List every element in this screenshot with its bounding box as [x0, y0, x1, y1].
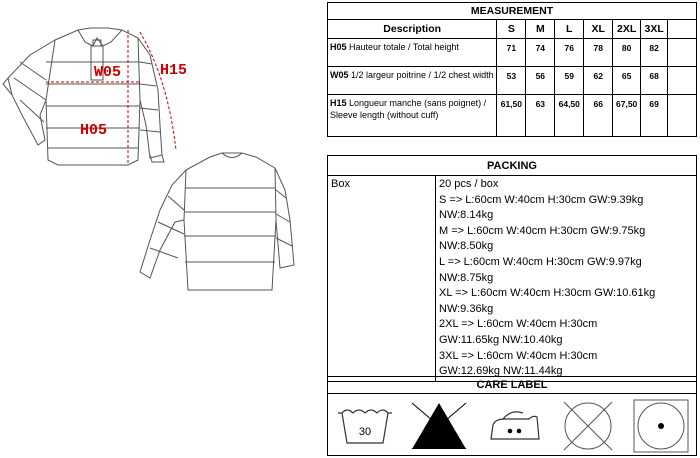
table-cell: 74	[526, 39, 555, 67]
packing-line: 20 pcs / box	[439, 178, 499, 190]
front-view-sketch	[3, 28, 164, 165]
packing-details	[436, 176, 697, 382]
row-description	[328, 67, 497, 95]
row-code: H05	[330, 42, 347, 52]
measurement-table	[327, 2, 697, 137]
size-header: S	[497, 20, 526, 39]
empty-cell	[668, 95, 697, 137]
table-cell: 62	[584, 67, 613, 95]
table-row	[328, 95, 697, 137]
table-cell: 59	[555, 67, 584, 95]
care-icons-row	[328, 394, 696, 456]
packing-line: 2XL => L:60cm W:40cm H:30cm	[439, 318, 598, 331]
row-label: 1/2 largeur poitrine / 1/2 chest width	[348, 70, 494, 80]
packing-title: PACKING	[328, 156, 697, 176]
label-h05: H05	[80, 122, 108, 139]
packing-line: 3XL => L:60cm W:40cm H:30cm	[439, 349, 598, 362]
size-header: XL	[584, 20, 613, 39]
row-code: W05	[330, 70, 349, 80]
row-description	[328, 39, 497, 67]
row-description	[328, 95, 497, 137]
label-h15: H15	[160, 62, 188, 79]
table-cell: 78	[584, 39, 613, 67]
label-w05: W05	[94, 64, 122, 81]
size-header: 3XL	[641, 20, 668, 39]
table-cell: 69	[641, 95, 668, 137]
description-header: Description	[328, 20, 497, 39]
wash-temperature: 30	[358, 426, 372, 438]
iron-two-dots-icon	[483, 399, 545, 451]
table-cell: 76	[555, 39, 584, 67]
back-view-sketch	[140, 153, 294, 290]
packing-line: NW:8.75kg	[439, 271, 494, 284]
care-label-title: CARE LABEL	[328, 377, 696, 394]
measurement-title: MEASUREMENT	[328, 3, 697, 20]
packing-line: XL => L:60cm W:40cm H:30cm GW:10.61kg	[439, 287, 656, 300]
table-cell: 64,50	[555, 95, 584, 137]
packing-line: NW:9.36kg	[439, 302, 494, 315]
empty-cell	[668, 67, 697, 95]
packing-line: L => L:60cm W:40cm H:30cm GW:9.97kg	[439, 255, 642, 268]
packing-line: GW:11.65kg NW:10.40kg	[439, 333, 563, 346]
table-cell: 71	[497, 39, 526, 67]
packing-line: M => L:60cm W:40cm H:30cm GW:9.75kg	[439, 224, 646, 237]
empty-cell	[668, 39, 697, 67]
measurement-header-row	[328, 20, 697, 39]
table-cell: 67,50	[613, 95, 641, 137]
packing-table	[327, 155, 697, 382]
packing-label: Box	[328, 176, 436, 382]
no-dry-clean-icon	[558, 399, 618, 453]
table-cell: 80	[613, 39, 641, 67]
table-cell: 61,50	[497, 95, 526, 137]
garment-sketch	[0, 0, 320, 300]
size-header: M	[526, 20, 555, 39]
packing-line: NW:8.14kg	[439, 209, 494, 222]
packing-row	[328, 176, 697, 382]
row-label: Hauteur totale / Total height	[346, 42, 459, 52]
tumble-dry-low-icon	[631, 399, 691, 453]
care-label-panel	[327, 376, 697, 456]
table-cell: 56	[526, 67, 555, 95]
packing-line: GW:12.69kg NW:11.44kg	[439, 365, 563, 378]
row-label: Longueur manche (sans poignet) / Sleeve length (without cuff)	[330, 98, 487, 120]
size-header: L	[555, 20, 584, 39]
table-cell: 68	[641, 67, 668, 95]
measure-lines	[46, 30, 176, 165]
no-bleach-icon	[408, 399, 470, 453]
table-row	[328, 39, 697, 67]
table-cell: 53	[497, 67, 526, 95]
empty-header-cell	[668, 20, 697, 39]
table-cell: 63	[526, 95, 555, 137]
size-header: 2XL	[613, 20, 641, 39]
packing-line: NW:8.50kg	[439, 240, 494, 253]
table-cell: 66	[584, 95, 613, 137]
table-cell: 65	[613, 67, 641, 95]
table-cell: 82	[641, 39, 668, 67]
wash-30-icon	[334, 399, 396, 451]
row-code: H15	[330, 98, 347, 108]
table-row	[328, 67, 697, 95]
packing-line: S => L:60cm W:40cm H:30cm GW:9.39kg	[439, 193, 644, 206]
